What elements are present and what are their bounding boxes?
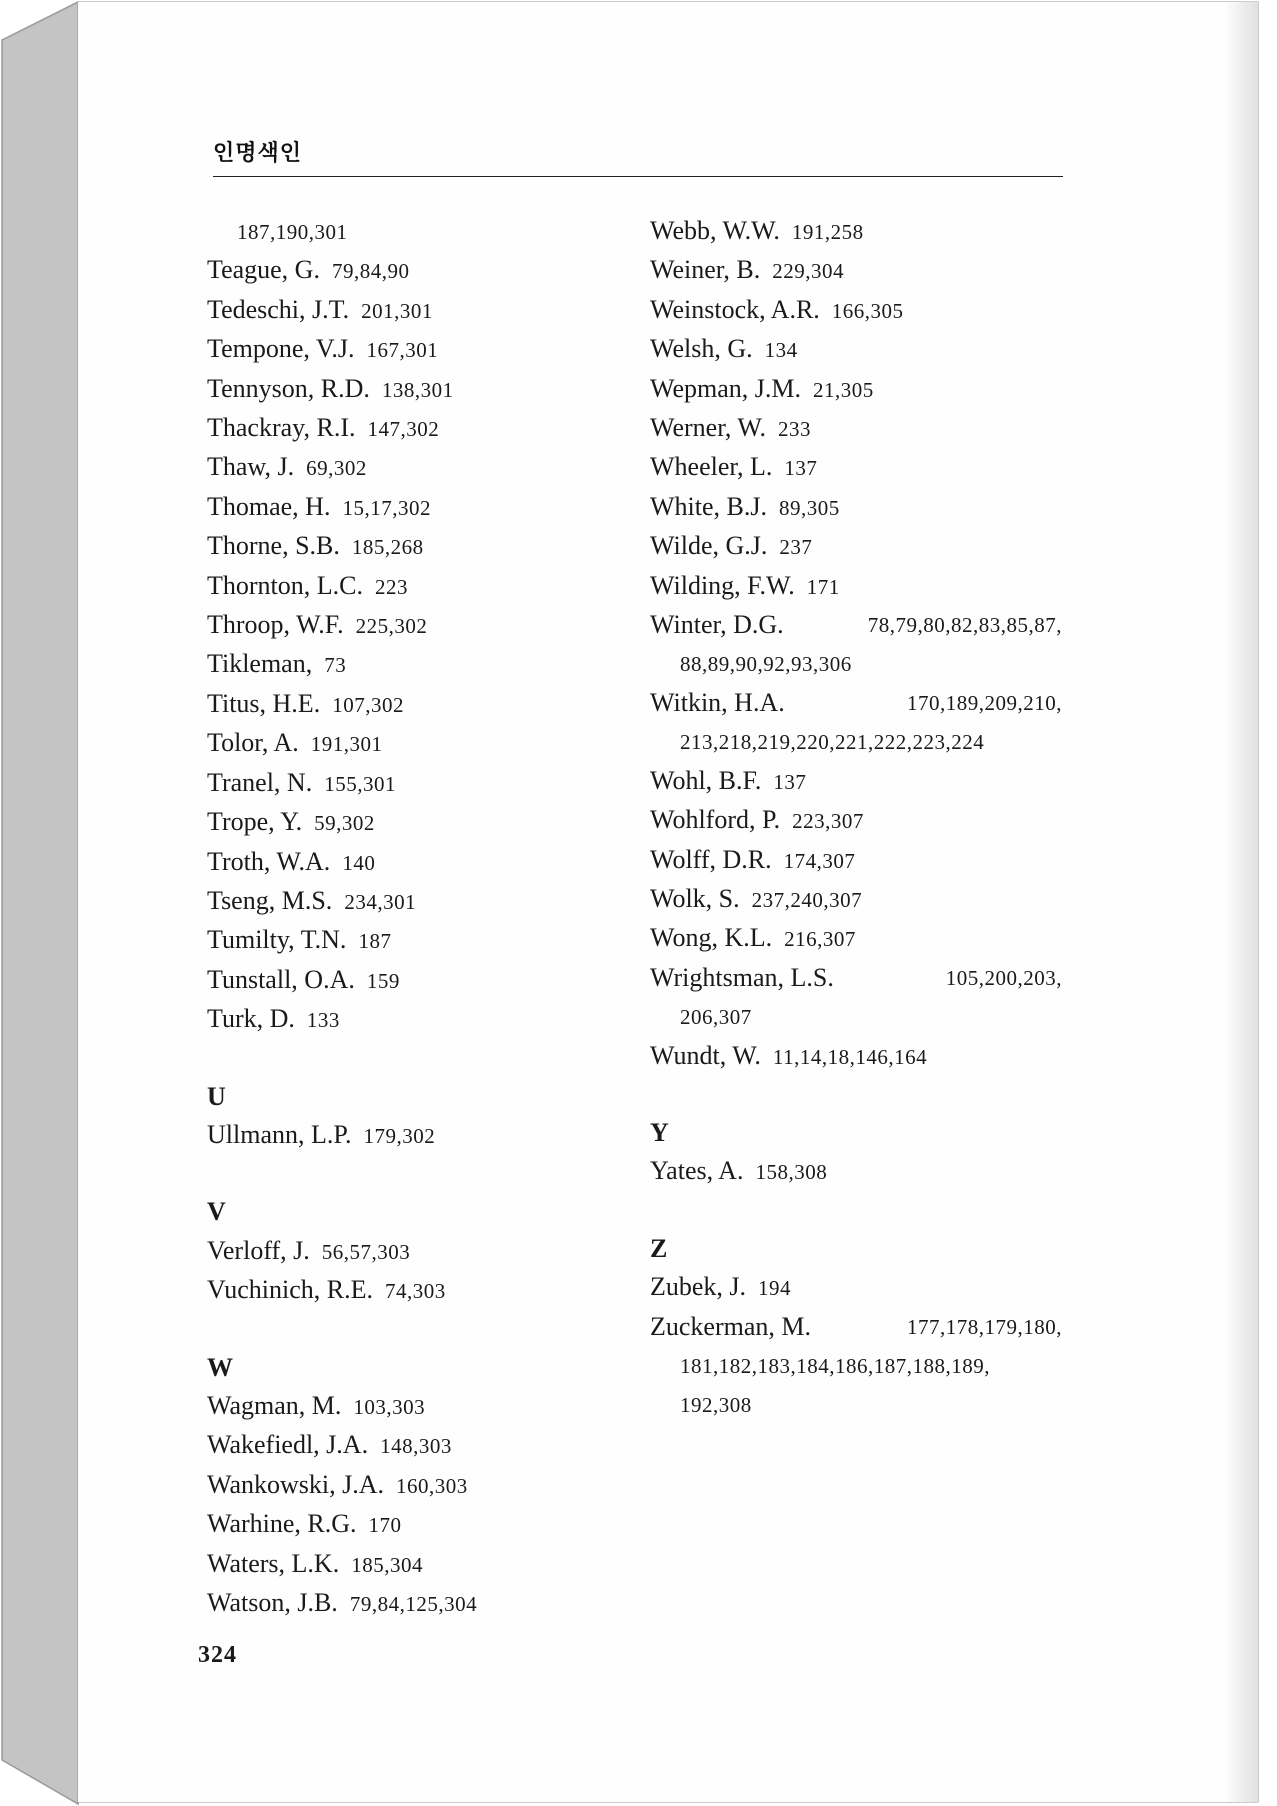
index-entry [650, 251, 1070, 290]
page-refs: 148,303 [380, 1434, 452, 1459]
author-name: Thackray, R.I. [207, 413, 356, 443]
page-refs: 194 [758, 1276, 792, 1301]
index-entry [650, 801, 1070, 840]
index-entry [650, 1268, 1070, 1307]
author-name: Waters, L.K. [207, 1548, 340, 1578]
page-refs: 237,240,307 [751, 887, 863, 912]
author-name: Thaw, J. [207, 452, 295, 482]
page-refs: 166,305 [831, 298, 904, 323]
page-refs: 213,218,219,220,221,222,223,224 [680, 730, 985, 755]
author-name: Wilde, G.J. [650, 531, 768, 561]
page-refs: 185,268 [351, 535, 424, 560]
page-refs: 21,305 [813, 377, 874, 402]
page-refs: 134 [764, 338, 798, 363]
section-letter: W [207, 1352, 233, 1382]
index-entry [650, 370, 1070, 409]
page-refs: 181,182,183,184,186,187,188,189, [680, 1353, 990, 1378]
index-entry [207, 330, 637, 369]
page-refs: 191,301 [310, 732, 383, 757]
author-name: Wolff, D.R. [650, 844, 772, 874]
author-name: Tempone, V.J. [207, 334, 355, 364]
index-entry [650, 527, 1070, 566]
author-name: Titus, H.E. [207, 688, 321, 718]
index-entry [207, 1000, 637, 1039]
page-refs: 79,84,125,304 [349, 1592, 478, 1616]
author-name: Yates, A. [650, 1156, 744, 1186]
page-refs: 69,302 [306, 456, 367, 481]
index-entry-continuation [650, 644, 1070, 683]
index-entry [650, 567, 1070, 606]
index-entry [650, 330, 1070, 369]
index-entry [207, 1545, 637, 1584]
index-entry [650, 959, 1062, 997]
author-name: Throop, W.F. [207, 610, 344, 640]
author-name: Vuchinich, R.E. [207, 1275, 373, 1305]
author-name: Witkin, H.A. [650, 687, 785, 717]
section-letter: U [207, 1081, 226, 1111]
page-refs: 233 [778, 417, 811, 442]
index-entry [207, 803, 637, 842]
page-refs: 167,301 [366, 338, 439, 363]
section-letter: Y [650, 1117, 669, 1147]
page-refs: 79,84,90 [331, 259, 410, 284]
index-entry [207, 1271, 637, 1310]
index-entry [650, 212, 1070, 251]
page-refs: 170,189,209,210, [907, 690, 1062, 715]
index-entry [650, 1152, 1070, 1191]
page-refs: 160,303 [396, 1473, 468, 1498]
page-refs: 89,305 [779, 495, 840, 520]
index-entry [207, 606, 637, 645]
index-entry [650, 448, 1070, 487]
author-name: Troth, W.A. [207, 846, 331, 876]
index-entry [207, 961, 637, 1000]
page-refs: 137 [773, 769, 807, 794]
index-entry [650, 409, 1070, 448]
index-entry [207, 1387, 637, 1426]
page-refs: 133 [306, 1008, 340, 1033]
page-refs: 179,302 [363, 1123, 436, 1148]
index-entry [207, 1505, 637, 1544]
index-entry [207, 685, 637, 724]
page-refs: 225,302 [355, 614, 428, 639]
page-refs: 140 [342, 850, 376, 875]
index-entry [207, 527, 637, 566]
index-entry-continuation [650, 1385, 1070, 1424]
index-entry [207, 409, 637, 448]
author-name: Weiner, B. [650, 255, 761, 285]
index-entry [207, 251, 637, 290]
index-entry-continuation [207, 212, 637, 251]
page-refs: 137 [784, 456, 818, 481]
author-name: Wankowski, J.A. [207, 1469, 385, 1499]
page-refs: 88,89,90,92,93,306 [680, 652, 852, 677]
author-name: Tolor, A. [207, 728, 299, 758]
page-edge-shade [1224, 2, 1258, 1802]
author-name: Winter, D.G. [650, 610, 784, 640]
index-entry-continuation [650, 997, 1070, 1036]
author-name: Tennyson, R.D. [207, 373, 370, 403]
page-refs: 192,308 [680, 1393, 752, 1418]
page-refs: 103,303 [353, 1394, 426, 1419]
index-entry [650, 762, 1070, 801]
author-name: Tumilty, T.N. [207, 925, 347, 955]
index-entry [207, 488, 637, 527]
author-name: Tranel, N. [207, 767, 313, 797]
page-refs: 147,302 [367, 417, 440, 442]
page-header-title: 인명색인 [213, 141, 303, 166]
index-entry [207, 1232, 637, 1271]
author-name: Wakefiedl, J.A. [207, 1430, 369, 1460]
index-entry [207, 645, 637, 684]
author-name: Webb, W.W. [650, 216, 780, 245]
index-entry [207, 1584, 637, 1623]
index-entry-continuation [650, 1346, 1070, 1385]
index-entry [207, 448, 637, 487]
author-name: Wolk, S. [650, 883, 740, 913]
page-refs: 187,190,301 [237, 220, 348, 244]
page-refs: 11,14,18,146,164 [772, 1044, 928, 1069]
page-refs: 177,178,179,180, [907, 1314, 1062, 1339]
index-entry [207, 370, 637, 409]
index-entry [650, 291, 1070, 330]
page-refs: 78,79,80,82,83,85,87, [867, 613, 1062, 638]
index-entry [207, 764, 637, 803]
header-rule [213, 176, 1063, 177]
section-letter: Z [650, 1233, 668, 1263]
page-refs: 201,301 [361, 298, 433, 323]
page-refs: 105,200,203, [945, 965, 1062, 990]
index-entry-continuation [650, 722, 1070, 761]
index-entry [207, 1426, 637, 1465]
page-refs: 174,307 [783, 848, 856, 873]
author-name: Wohl, B.F. [650, 765, 762, 795]
page-refs: 73 [324, 653, 347, 678]
page-refs: 159 [366, 968, 400, 993]
index-column-left [207, 212, 637, 1623]
author-name: Warhine, R.G. [207, 1509, 357, 1539]
author-name: Thorne, S.B. [207, 531, 340, 561]
author-name: Tedeschi, J.T. [207, 294, 350, 324]
page-refs: 155,301 [324, 771, 396, 796]
author-name: Trope, Y. [207, 807, 303, 837]
author-name: Verloff, J. [207, 1235, 310, 1265]
index-entry [650, 919, 1070, 958]
index-entry [207, 291, 637, 330]
author-name: White, B.J. [650, 491, 767, 521]
author-name: Ullmann, L.P. [207, 1119, 352, 1149]
index-column-right [650, 212, 1070, 1425]
index-entry [207, 882, 637, 921]
page-number: 324 [198, 1642, 237, 1668]
page-refs: 56,57,303 [321, 1239, 411, 1264]
index-entry [650, 841, 1070, 880]
author-name: Turk, D. [207, 1004, 295, 1034]
author-name: Wohlford, P. [650, 805, 781, 835]
author-name: Werner, W. [650, 413, 766, 443]
page-refs: 187 [358, 929, 392, 954]
index-entry [207, 1116, 637, 1155]
page-refs: 74,303 [384, 1279, 446, 1304]
author-name: Wheeler, L. [650, 452, 773, 482]
page-refs: 216,307 [784, 927, 856, 952]
page-refs: 107,302 [332, 692, 404, 717]
section-letter: V [207, 1197, 226, 1227]
page-refs: 185,304 [351, 1552, 423, 1577]
author-name: Weinstock, A.R. [650, 294, 820, 324]
author-name: Thornton, L.C. [207, 570, 363, 600]
page-refs: 170 [368, 1513, 402, 1538]
index-entry [650, 880, 1070, 919]
author-name: Thomae, H. [207, 491, 331, 521]
author-name: Wundt, W. [650, 1040, 761, 1070]
page-refs: 237 [779, 535, 813, 560]
author-name: Zuckerman, M. [650, 1311, 812, 1341]
index-entry [650, 606, 1062, 644]
index-entry [207, 567, 637, 606]
page-refs: 59,302 [314, 811, 375, 836]
index-entry [650, 488, 1070, 527]
index-entry [207, 843, 637, 882]
author-name: Wepman, J.M. [650, 373, 801, 403]
index-entry [207, 724, 637, 763]
author-name: Wagman, M. [207, 1390, 342, 1420]
page-refs: 229,304 [772, 259, 844, 284]
page-refs: 206,307 [680, 1005, 752, 1030]
page-refs: 223,307 [792, 809, 864, 834]
index-entry [650, 1037, 1070, 1076]
author-name: Wong, K.L. [650, 923, 773, 953]
index-entry [207, 921, 637, 960]
author-name: Watson, J.B. [207, 1588, 338, 1617]
index-entry [207, 1466, 637, 1505]
page-refs: 158,308 [755, 1160, 828, 1185]
page-refs: 191,258 [791, 220, 864, 244]
page-refs: 171 [806, 574, 840, 599]
author-name: Zubek, J. [650, 1272, 747, 1302]
author-name: Tunstall, O.A. [207, 964, 355, 994]
page-refs: 15,17,302 [342, 495, 431, 520]
index-entry [650, 684, 1062, 722]
author-name: Wilding, F.W. [650, 570, 795, 600]
author-name: Wrightsman, L.S. [650, 962, 834, 992]
author-name: Welsh, G. [650, 334, 753, 364]
page-refs: 234,301 [344, 889, 417, 914]
author-name: Tikleman, [207, 649, 313, 679]
author-name: Teague, G. [207, 255, 320, 285]
index-entry [650, 1308, 1062, 1346]
author-name: Tseng, M.S. [207, 885, 333, 915]
page-refs: 223 [375, 574, 408, 599]
page-refs: 138,301 [381, 377, 454, 402]
